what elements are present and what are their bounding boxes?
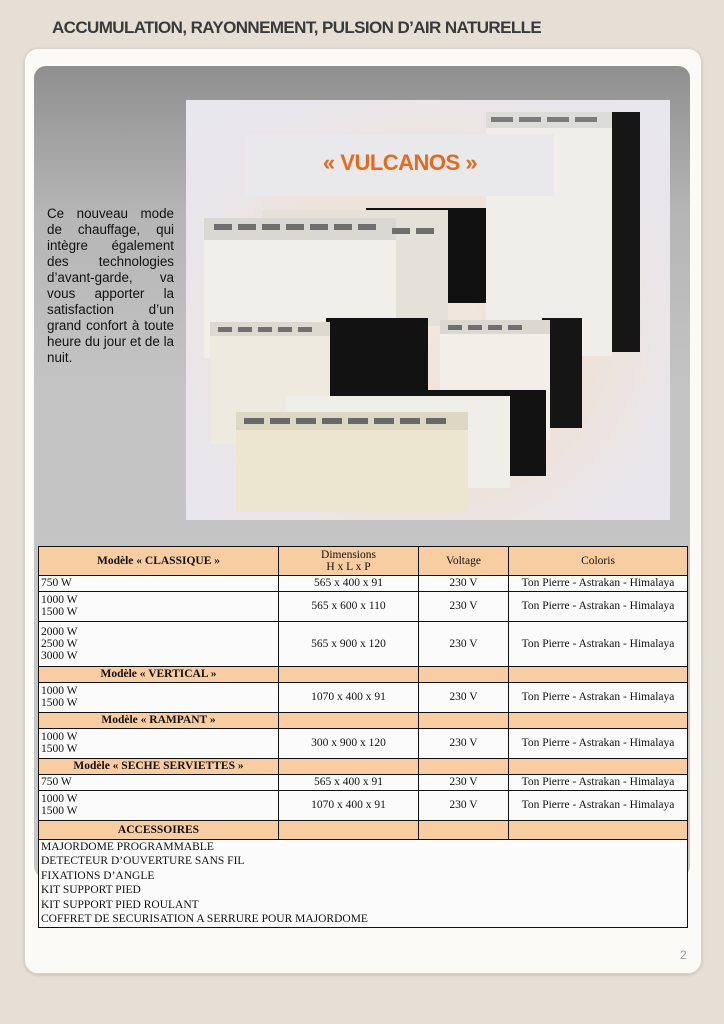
group-empty-cell xyxy=(279,758,419,774)
accessory-item: DETECTEUR D’OUVERTURE SANS FIL xyxy=(41,855,245,868)
accessories-list xyxy=(39,839,688,927)
dimensions-cell: 565 x 900 x 120 xyxy=(279,621,419,666)
product-name-title: « VULCANOS » xyxy=(322,150,478,175)
colors-cell: Ton Pierre - Astrakan - Himalaya xyxy=(509,728,688,758)
colors-cell: Ton Pierre - Astrakan - Himalaya xyxy=(509,576,688,592)
accessory-item: KIT SUPPORT PIED ROULANT xyxy=(41,898,199,911)
power-value: 1500 W xyxy=(41,805,78,818)
colors-cell: Ton Pierre - Astrakan - Himalaya xyxy=(509,682,688,712)
power-value: 1500 W xyxy=(41,606,78,619)
page-header-title: ACCUMULATION, RAYONNEMENT, PULSION D’AIR NATURELLE xyxy=(52,18,542,37)
power-value: 1500 W xyxy=(41,743,78,756)
power-cell xyxy=(39,576,279,592)
group-empty-cell xyxy=(509,666,688,682)
group-label: Modèle « VERTICAL » xyxy=(39,666,279,682)
accessories-label: ACCESSOIRES xyxy=(39,820,279,839)
power-value: 750 W xyxy=(41,776,72,789)
power-value: 1000 W xyxy=(41,594,78,607)
colors-cell: Ton Pierre - Astrakan - Himalaya xyxy=(509,774,688,790)
group-empty-cell xyxy=(419,712,509,728)
power-cell xyxy=(39,621,279,666)
accessory-item: COFFRET DE SECURISATION A SERRURE POUR MAJORDOME xyxy=(41,913,368,926)
group-label: Modèle « RAMPANT » xyxy=(39,712,279,728)
page-number: 2 xyxy=(680,948,687,962)
header-dimensions: Dimensions H x L x P xyxy=(279,547,419,576)
group-empty-cell xyxy=(509,758,688,774)
table-row xyxy=(39,621,688,666)
accessory-item: MAJORDOME PROGRAMMABLE xyxy=(41,840,214,853)
header-voltage: Voltage xyxy=(419,547,509,576)
voltage-cell: 230 V xyxy=(419,576,509,592)
specifications-table xyxy=(38,546,688,928)
group-header-row xyxy=(39,758,688,774)
group-empty-cell xyxy=(419,758,509,774)
power-value: 1000 W xyxy=(41,731,78,744)
group-header-row xyxy=(39,712,688,728)
power-cell xyxy=(39,790,279,820)
power-cell xyxy=(39,682,279,712)
header-model: Modèle « CLASSIQUE » xyxy=(39,547,279,576)
accessory-item: FIXATIONS D’ANGLE xyxy=(41,869,155,882)
dimensions-cell: 565 x 600 x 110 xyxy=(279,591,419,621)
power-value: 1500 W xyxy=(41,697,78,710)
dimensions-cell: 565 x 400 x 91 xyxy=(279,576,419,592)
voltage-cell: 230 V xyxy=(419,774,509,790)
accessory-item: KIT SUPPORT PIED xyxy=(41,884,141,897)
dimensions-cell: 300 x 900 x 120 xyxy=(279,728,419,758)
voltage-cell: 230 V xyxy=(419,621,509,666)
group-empty-cell xyxy=(279,820,419,839)
group-empty-cell xyxy=(279,712,419,728)
group-empty-cell xyxy=(509,712,688,728)
colors-cell: Ton Pierre - Astrakan - Himalaya xyxy=(509,591,688,621)
table-row xyxy=(39,576,688,592)
power-cell xyxy=(39,728,279,758)
power-value: 1000 W xyxy=(41,685,78,698)
intro-paragraph: Ce nouveau mode de chauffage, qui intègre également des technologies d’avant-garde, va vous apporter la satisfaction d’un grand confort à toute heure du jour et de la nuit. xyxy=(47,206,174,365)
table-row xyxy=(39,591,688,621)
dimensions-cell: 565 x 400 x 91 xyxy=(279,774,419,790)
table-row xyxy=(39,728,688,758)
table-row xyxy=(39,682,688,712)
accessories-list-row xyxy=(39,839,688,927)
group-empty-cell xyxy=(419,666,509,682)
voltage-cell: 230 V xyxy=(419,728,509,758)
voltage-cell: 230 V xyxy=(419,790,509,820)
header-colors: Coloris xyxy=(509,547,688,576)
table-header-row xyxy=(39,547,688,576)
group-header-row xyxy=(39,666,688,682)
power-value: 750 W xyxy=(41,577,72,590)
power-value: 2500 W xyxy=(41,637,78,650)
colors-cell: Ton Pierre - Astrakan - Himalaya xyxy=(509,621,688,666)
voltage-cell: 230 V xyxy=(419,682,509,712)
dimensions-cell: 1070 x 400 x 91 xyxy=(279,790,419,820)
group-empty-cell xyxy=(279,666,419,682)
group-empty-cell xyxy=(419,820,509,839)
power-value: 3000 W xyxy=(41,649,78,662)
table-row xyxy=(39,790,688,820)
accessories-header-row xyxy=(39,820,688,839)
group-label: Modèle « SECHE SERVIETTES » xyxy=(39,758,279,774)
power-cell xyxy=(39,774,279,790)
dimensions-cell: 1070 x 400 x 91 xyxy=(279,682,419,712)
power-cell xyxy=(39,591,279,621)
power-value: 1000 W xyxy=(41,793,78,806)
table-row xyxy=(39,774,688,790)
power-value: 2000 W xyxy=(41,625,78,638)
colors-cell: Ton Pierre - Astrakan - Himalaya xyxy=(509,790,688,820)
voltage-cell: 230 V xyxy=(419,591,509,621)
group-empty-cell xyxy=(509,820,688,839)
